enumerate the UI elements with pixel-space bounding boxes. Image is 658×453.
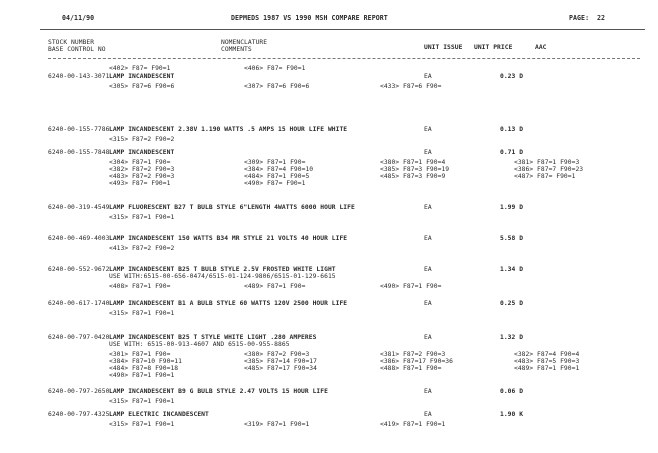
bin-qty-entry: <315> F87=2 F90=2 — [109, 136, 175, 143]
bin-qty-entry: <382> F87=4 F90=4 — [514, 351, 580, 358]
bin-qty-entry: <489> F87=1 F90= — [244, 283, 306, 290]
item-description: LAMP INCANDESCENT B25 T STYLE WHITE LIGHT .280 AMPERES — [109, 334, 317, 341]
item-description: LAMP INCANDESCENT — [109, 73, 175, 80]
col-comments: COMMENTS — [221, 46, 252, 53]
item-description: LAMP FLUORESCENT B27 T BULB STYLE 6"LENGTH 4WATTS 6000 HOUR LIFE — [109, 204, 355, 211]
item-description: LAMP INCANDESCENT 150 WATTS B34 MR STYLE 21 VOLTS 40 HOUR LIFE — [109, 235, 348, 242]
bin-qty-entry: <307> F87=6 F90=6 — [244, 83, 310, 90]
col-unit-price: UNIT PRICE — [474, 44, 513, 51]
bin-qty-entry: <381> F87=2 F90=3 — [380, 351, 446, 358]
bin-qty-entry: <382> F87=2 F90=3 — [109, 166, 175, 173]
page-label: PAGE: — [569, 14, 590, 22]
unit-issue: EA — [424, 235, 432, 242]
bin-qty-entry: <493> F87= F90=1 — [109, 180, 171, 187]
bin-qty-entry: <485> F87=3 F90=9 — [380, 173, 446, 180]
unit-issue: EA — [424, 411, 432, 418]
stock-number: 6240-00-469-4003 — [48, 235, 110, 242]
bin-qty-entry: <483> F87=5 F90=3 — [514, 358, 580, 365]
bin-qty-entry: <309> F87=1 F90= — [244, 159, 306, 166]
bin-qty-entry: <301> F87=1 F90= — [109, 351, 171, 358]
bin-qty-entry: <315> F87=1 F90=1 — [109, 310, 175, 317]
unit-price: 0.25 D — [500, 300, 524, 307]
col-stock-number: STOCK NUMBER — [48, 39, 95, 46]
stock-number: 6240-00-319-4549 — [48, 204, 110, 211]
bin-qty-entry: <380> F87=1 F90=4 — [380, 159, 446, 166]
bin-qty-entry: <487> F87= F90=1 — [514, 173, 576, 180]
page-number: 22 — [597, 14, 606, 22]
unit-price: 0.06 D — [500, 388, 524, 395]
item-description: LAMP ELECTRIC INCANDESCENT — [109, 411, 209, 418]
item-comment: USE WITH: 6515-00-913-4607 AND 6515-00-955-8865 — [109, 341, 290, 348]
stock-number: 6240-00-797-0420 — [48, 334, 110, 341]
bin-qty-entry: <413> F87=2 F90=2 — [109, 245, 175, 252]
unit-price: 5.58 D — [500, 235, 524, 242]
bin-qty-entry: <490> F87= F90=1 — [244, 180, 306, 187]
unit-price: 0.23 D — [500, 73, 524, 80]
report-title: DEPMEDS 1987 VS 1990 MSH COMPARE REPORT — [231, 14, 388, 22]
stock-number: 6240-00-797-4325 — [48, 411, 110, 418]
bin-qty-entry: <304> F87=1 F90= — [109, 159, 171, 166]
bin-qty-entry: <488> F87=1 F90= — [380, 365, 442, 372]
bin-qty-entry: <315> F87=1 F90=1 — [109, 421, 175, 428]
bin-qty-entry: <433> F87=6 F90= — [380, 83, 442, 90]
bin-qty-entry: <319> F87=1 F90=1 — [244, 421, 310, 428]
bin-qty-entry: <315> F87=1 F90=1 — [109, 398, 175, 405]
bin-qty-entry: <406> F87= F90=1 — [244, 65, 306, 72]
bin-qty-entry: <315> F87=1 F90=1 — [109, 214, 175, 221]
bin-qty-entry: <484> F87=8 F90=18 — [109, 365, 179, 372]
unit-issue: EA — [424, 149, 432, 156]
col-nomenclature: NOMENCLATURE — [221, 39, 268, 46]
bin-qty-entry: <485> F87=17 F90=34 — [244, 365, 317, 372]
unit-issue: EA — [424, 300, 432, 307]
bin-qty-entry: <490> F87=1 F90=1 — [109, 372, 175, 379]
bin-qty-entry: <490> F87=1 F90= — [380, 283, 442, 290]
stock-number: 6240-00-143-3071 — [48, 73, 110, 80]
bin-qty-entry: <402> F87= F90=1 — [109, 65, 171, 72]
item-description: LAMP INCANDESCENT B9 G BULB STYLE 2.47 VOLTS 15 HOUR LIFE — [109, 388, 328, 395]
bin-qty-entry: <385> F87=14 F90=17 — [244, 358, 317, 365]
stock-number: 6240-00-155-7786 — [48, 126, 110, 133]
bin-qty-entry: <384> F87=10 F90=11 — [109, 358, 182, 365]
unit-price: 1.99 D — [500, 204, 524, 211]
stock-number: 6240-00-552-9672 — [48, 266, 110, 273]
unit-issue: EA — [424, 126, 432, 133]
bin-qty-entry: <484> F87=1 F90=5 — [244, 173, 310, 180]
bin-qty-entry: <380> F87=2 F90=3 — [244, 351, 310, 358]
stock-number: 6240-00-797-2650 — [48, 388, 110, 395]
unit-issue: EA — [424, 334, 432, 341]
bin-qty-entry: <384> F87=4 F90=10 — [244, 166, 314, 173]
bin-qty-entry: <381> F87=1 F90=3 — [514, 159, 580, 166]
unit-price: 1.32 D — [500, 334, 524, 341]
bin-qty-entry: <408> F87=1 F90= — [109, 283, 171, 290]
unit-issue: EA — [424, 73, 432, 80]
bin-qty-entry: <386> F87=17 F90=36 — [380, 358, 453, 365]
unit-issue: EA — [424, 204, 432, 211]
bin-qty-entry: <489> F87=1 F90=1 — [514, 365, 580, 372]
item-description: LAMP INCANDESCENT 2.38V 1.190 WATTS .5 AMPS 15 HOUR LIFE WHITE — [109, 126, 348, 133]
item-description: LAMP INCANDESCENT B1 A BULB STYLE 60 WATTS 120V 2500 HOUR LIFE — [109, 300, 348, 307]
unit-issue: EA — [424, 388, 432, 395]
bin-qty-entry: <305> F87=6 F90=6 — [109, 83, 175, 90]
unit-price: 0.71 D — [500, 149, 524, 156]
item-description: LAMP INCANDESCENT — [109, 149, 175, 156]
header-rule — [40, 29, 645, 30]
item-comment: USE WITH:6515-00-656-0474/6515-01-124-9806/6515-01-129-6615 — [109, 273, 336, 280]
unit-price: 0.13 D — [500, 126, 524, 133]
stock-number: 6240-00-617-1740 — [48, 300, 110, 307]
stock-number: 6240-00-155-7848 — [48, 149, 110, 156]
col-base-control: BASE CONTROL NO — [48, 46, 106, 53]
report-date: 04/11/90 — [62, 14, 95, 22]
col-unit-issue: UNIT ISSUE — [424, 44, 463, 51]
unit-price: 1.90 K — [500, 411, 524, 418]
col-aac: AAC — [535, 44, 547, 51]
unit-price: 1.34 D — [500, 266, 524, 273]
bin-qty-entry: <419> F87=1 F90=1 — [380, 421, 446, 428]
unit-issue: EA — [424, 266, 432, 273]
column-rule — [48, 58, 640, 59]
item-description: LAMP INCANDESCENT B25 T BULB STYLE 2.5V FROSTED WHITE LIGHT — [109, 266, 336, 273]
bin-qty-entry: <483> F87=2 F90=3 — [109, 173, 175, 180]
bin-qty-entry: <385> F87=3 F90=19 — [380, 166, 450, 173]
bin-qty-entry: <386> F87=7 F90=23 — [514, 166, 584, 173]
